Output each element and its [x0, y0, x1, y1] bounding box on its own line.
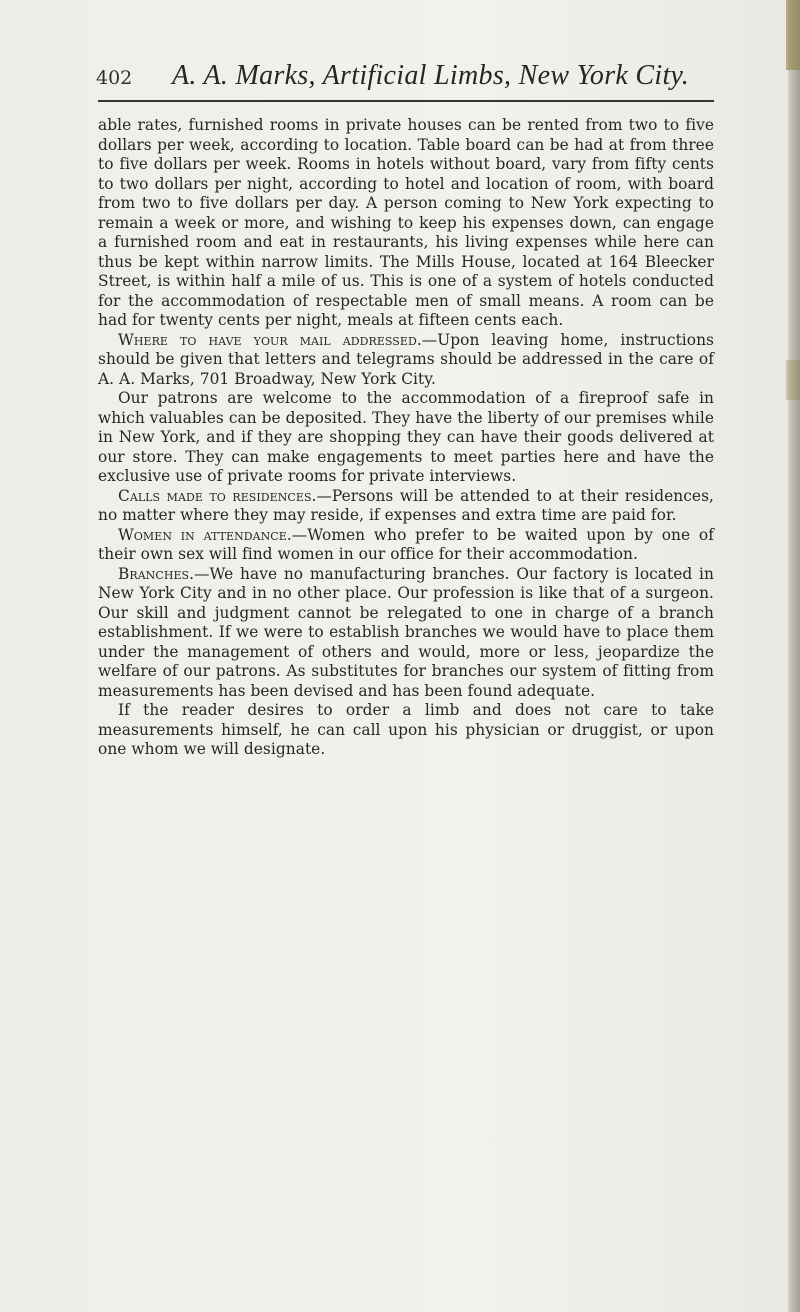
- header-rule: [98, 100, 714, 102]
- page-number: 402: [96, 67, 133, 89]
- paragraph: [98, 565, 714, 702]
- paragraph-text: —Upon leaving home, instructions should be given that letters and telegrams should be addressed in the care of A. A. Marks, 701 Broadway, New York City.: [98, 330, 714, 388]
- paragraph: [98, 526, 714, 565]
- page-header: [96, 60, 716, 100]
- paragraph: [98, 116, 714, 331]
- paragraph-text: If the reader desires to order a limb and does not care to take measurements himself, he can call upon his physician or druggist, or upon one whom we will designate.: [98, 701, 714, 758]
- running-title: A. A. Marks, Artificial Limbs, New York City.: [172, 60, 690, 91]
- paragraph: [98, 487, 714, 526]
- paragraph-heading: Women in attendance.: [118, 525, 292, 544]
- paragraph-heading: Calls made to residences.: [118, 486, 317, 505]
- page-edge-stain: [786, 360, 800, 400]
- paragraph-text: Our patrons are welcome to the accommodation of a fireproof safe in which valuables can be deposited. They have the liberty of our premises while in New York, and if they are shopping they can have their goods delivered at our store. They can make engagements to meet parties here and have the exclusive use of private rooms for private interviews.: [98, 389, 714, 485]
- body-text: [98, 116, 714, 760]
- page-edge-stain: [786, 0, 800, 70]
- paragraph: [98, 701, 714, 760]
- paragraph-text: —Women who prefer to be waited upon by one of their own sex will find women in our office for their accommodation.: [98, 525, 714, 563]
- paragraph: [98, 389, 714, 487]
- paragraph-heading: Branches.: [118, 564, 195, 583]
- paragraph-text: —Persons will be attended to at their residences, no matter where they may reside, if expenses and extra time are paid for.: [98, 486, 714, 524]
- paragraph-text: able rates, furnished rooms in private houses can be rented from two to five dollars per week, according to location. Table board can be had at from three to five dollars per week. Rooms in hotels without board, vary from fifty cents to two dollars per night, according to hotel and location of room, with board from two to five dollars per day. A person coming to New York expecting to remain a week or more, and wishing to keep his expenses down, can engage a furnished room and eat in restaurants, his living expenses while here can thus be kept within narrow limits. The Mills House, located at 164 Bleecker Street, is within half a mile of us. This is one of a system of hotels conducted for the accommodation of respectable men of small means. A room can be had for twenty cents per night, meals at fifteen cents each.: [98, 116, 714, 329]
- paragraph: [98, 331, 714, 390]
- page-edge-shadow: [788, 0, 800, 1312]
- paragraph-heading: Where to have your mail addressed.: [118, 330, 422, 349]
- paragraph-text: —We have no manufacturing branches. Our factory is located in New York City and in no other place. Our profession is like that of a surgeon. Our skill and judgment cannot be relegated to one in charge of a branch establishment. If we were to establish branches we would have to place them under the management of others and would, more or less, jeopardize the welfare of our patrons. As substitutes for branches our system of fitting from measurements has been devised and has been found adequate.: [98, 564, 714, 700]
